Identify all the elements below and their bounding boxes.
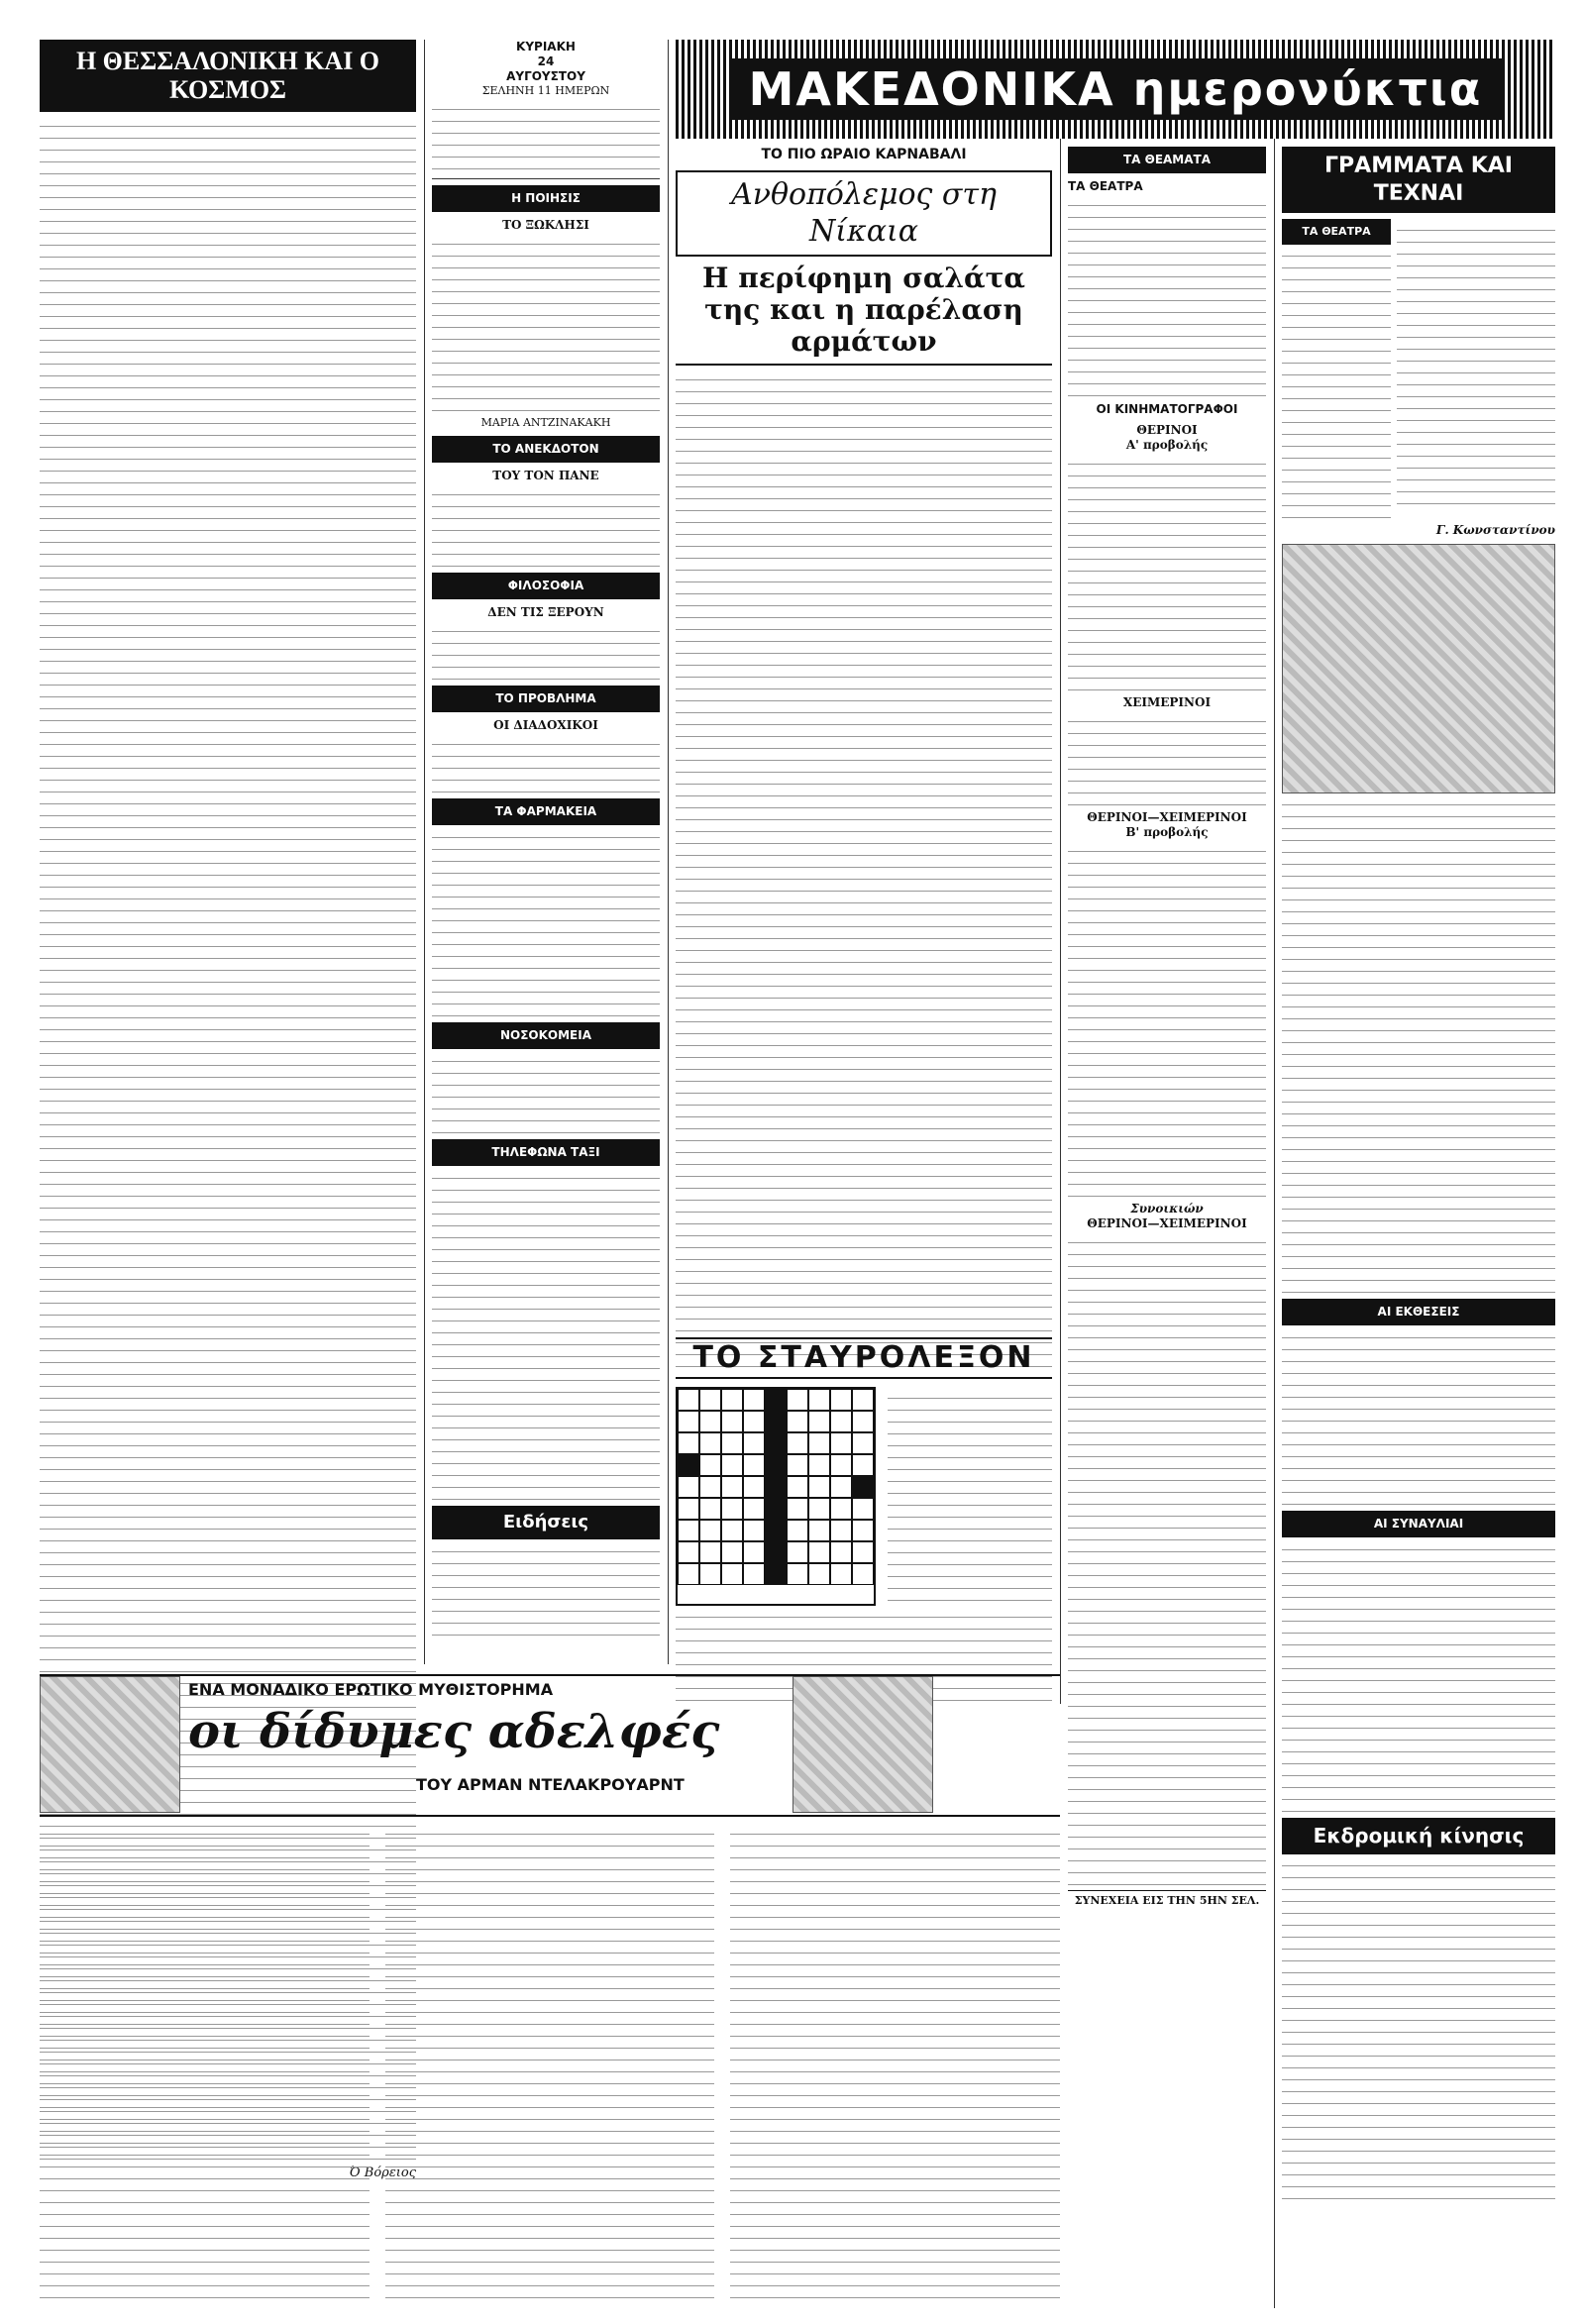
crossword-cell[interactable]	[852, 1563, 874, 1585]
info-column	[432, 40, 660, 1704]
novel-title: οι δίδυμες αδελφές	[188, 1704, 720, 1759]
crossword-cell	[765, 1432, 787, 1454]
second-run-title: Β' προβολής	[1125, 825, 1209, 839]
banner-title: ΜΑΚΕΔΟΝΙΚΑ ημερονύκτια	[729, 58, 1503, 120]
hospitals-title: ΝΟΣΟΚΟΜΕΙΑ	[432, 1022, 660, 1049]
novel-illustration	[40, 1676, 180, 1813]
crossword-cell[interactable]	[678, 1563, 699, 1585]
main-banner	[676, 40, 1555, 139]
crossword-cell[interactable]	[830, 1411, 852, 1432]
masthead-day: ΚΥΡΙΑΚΗ	[516, 40, 576, 53]
column-rule	[668, 40, 669, 1664]
crossword-cell	[765, 1541, 787, 1563]
crossword-cell[interactable]	[808, 1411, 830, 1432]
concerts-title: ΑΙ ΣΥΝΑΥΛΙΑΙ	[1282, 1511, 1555, 1537]
arts-column	[1282, 147, 1555, 2306]
arts-title: ΓΡΑΜΜΑΤΑ ΚΑΙ ΤΕΧΝΑΙ	[1282, 147, 1555, 213]
crossword-cell[interactable]	[699, 1454, 721, 1476]
crossword-cell[interactable]	[678, 1476, 699, 1498]
problem-subtitle: ΟΙ ΔΙΑΔΟΧΙΚΟΙ	[493, 717, 598, 732]
crossword-cell[interactable]	[787, 1411, 808, 1432]
summer-title: ΘΕΡΙΝΟΙ	[1136, 423, 1198, 437]
carnival-headline: Η περίφημη σαλάτα της και η παρέλαση αρμάτων	[676, 263, 1052, 367]
exhibitions-title: ΑΙ ΕΚΘΕΣΕΙΣ	[1282, 1299, 1555, 1325]
crossword-cell[interactable]	[787, 1541, 808, 1563]
crossword-cell	[765, 1389, 787, 1411]
theatres-subtitle: ΤΑ ΘΕΑΤΡΑ	[1068, 179, 1143, 193]
crossword-cell[interactable]	[787, 1498, 808, 1520]
taxi-title: ΤΗΛΕΦΩΝΑ ΤΑΞΙ	[432, 1139, 660, 1166]
crossword-cell[interactable]	[721, 1411, 743, 1432]
cinemas-title: ΟΙ ΚΙΝΗΜΑΤΟΓΡΑΦΟΙ	[1096, 402, 1238, 416]
arts-theatres-title: ΤΑ ΘΕΑΤΡΑ	[1282, 219, 1391, 245]
crossword-cell[interactable]	[787, 1389, 808, 1411]
poetry-title: Η ΠΟΙΗΣΙΣ	[432, 185, 660, 212]
carnival-article	[676, 147, 1052, 1335]
neighborhood-title: Συνοικιών	[1130, 1202, 1204, 1215]
crossword-cell[interactable]	[808, 1563, 830, 1585]
crossword-cell[interactable]	[852, 1432, 874, 1454]
masthead-date: 24	[537, 54, 555, 68]
novel-illustration-right	[792, 1676, 933, 1813]
theatres-title: ΤΑ ΘΕΑΜΑΤΑ	[1068, 147, 1266, 173]
crossword-cell[interactable]	[852, 1541, 874, 1563]
crossword-cell[interactable]	[743, 1476, 765, 1498]
crossword-cell[interactable]	[830, 1432, 852, 1454]
philosophy-subtitle: ΔΕΝ ΤΙΣ ΞΕΡΟΥΝ	[487, 604, 604, 619]
crossword-cell[interactable]	[721, 1432, 743, 1454]
column-rule	[1060, 139, 1061, 1704]
crossword-cell	[678, 1454, 699, 1476]
philosophy-title: ΦΙΛΟΣΟΦΙΑ	[432, 573, 660, 599]
crossword-cell[interactable]	[852, 1389, 874, 1411]
arts-signature: Γ. Κωνσταντίνου	[1435, 522, 1555, 537]
crossword-cell	[765, 1498, 787, 1520]
crossword-cell[interactable]	[721, 1476, 743, 1498]
problem-title: ΤΟ ΠΡΟΒΛΗΜΑ	[432, 686, 660, 712]
crossword-cell[interactable]	[852, 1454, 874, 1476]
crossword-cell[interactable]	[699, 1520, 721, 1541]
crossword-cell[interactable]	[808, 1520, 830, 1541]
crossword-cell[interactable]	[852, 1498, 874, 1520]
crossword-cell[interactable]	[743, 1454, 765, 1476]
crossword-cell[interactable]	[721, 1454, 743, 1476]
crossword-cell	[852, 1476, 874, 1498]
theatres-continues: ΣΥΝΕΧΕΙΑ ΕΙΣ ΤΗΝ 5ΗΝ ΣΕΛ.	[1068, 1890, 1266, 1908]
newspaper-page	[40, 40, 1555, 2308]
crossword-cell[interactable]	[721, 1520, 743, 1541]
crossword-cell[interactable]	[787, 1432, 808, 1454]
crossword-cell[interactable]	[787, 1454, 808, 1476]
crossword-cell[interactable]	[808, 1498, 830, 1520]
crossword-cell[interactable]	[699, 1476, 721, 1498]
novel-kicker: ΕΝΑ ΜΟΝΑΔΙΚΟ ΕΡΩΤΙΚΟ ΜΥΘΙΣΤΟΡΗΜΑ	[188, 1680, 554, 1699]
crossword-cell	[765, 1520, 787, 1541]
crossword-cell[interactable]	[808, 1454, 830, 1476]
crossword-cell[interactable]	[678, 1389, 699, 1411]
crossword-cell[interactable]	[721, 1563, 743, 1585]
anecdote-title: ΤΟ ΑΝΕΚΔΟΤΟΝ	[432, 436, 660, 463]
winter-title: ΧΕΙΜΕΡΙΝΟΙ	[1122, 695, 1212, 709]
crossword-cell[interactable]	[678, 1432, 699, 1454]
crossword-cell[interactable]	[721, 1541, 743, 1563]
pharmacies-title: ΤΑ ΦΑΡΜΑΚΕΙΑ	[432, 798, 660, 825]
crossword-cell[interactable]	[743, 1411, 765, 1432]
headlines-title: Ειδήσεις	[432, 1506, 660, 1540]
carnival-handwritten-title: Ανθοπόλεμος στη Νίκαια	[676, 170, 1052, 257]
crossword-cell[interactable]	[830, 1454, 852, 1476]
crossword-cell[interactable]	[743, 1498, 765, 1520]
crossword-cell	[765, 1454, 787, 1476]
anecdote-subtitle: ΤΟΥ ΤΟΝ ΠΑΝΕ	[492, 468, 599, 482]
poetry-author: ΜΑΡΙΑ ΑΝΤΖΙΝΑΚΑΚΗ	[480, 415, 611, 429]
crossword-cell[interactable]	[699, 1563, 721, 1585]
novel-text	[40, 1823, 1060, 2298]
crossword-cell[interactable]	[787, 1520, 808, 1541]
crossword-cell	[765, 1563, 787, 1585]
crossword-cell[interactable]	[678, 1541, 699, 1563]
crossword-cell[interactable]	[830, 1389, 852, 1411]
crossword-cell[interactable]	[787, 1476, 808, 1498]
crossword-cell	[765, 1476, 787, 1498]
crossword-cell[interactable]	[808, 1432, 830, 1454]
column-rule	[1274, 139, 1275, 2308]
crossword-cell[interactable]	[830, 1541, 852, 1563]
crossword-cell[interactable]	[743, 1389, 765, 1411]
crossword-cell[interactable]	[743, 1520, 765, 1541]
crossword-cell[interactable]	[787, 1563, 808, 1585]
crossword-cell[interactable]	[808, 1541, 830, 1563]
crossword-cell[interactable]	[699, 1541, 721, 1563]
crossword-cell[interactable]	[721, 1498, 743, 1520]
crossword-cell[interactable]	[678, 1411, 699, 1432]
crossword-cell[interactable]	[852, 1411, 874, 1432]
excursion-title: Εκδρομική κίνησις	[1282, 1818, 1555, 1854]
crossword-title: ΤΟ ΣΤΑΥΡΟΛΕΞΟΝ	[676, 1337, 1052, 1379]
carnival-kicker: ΤΟ ΠΙΟ ΩΡΑΙΟ ΚΑΡΝΑΒΑΛΙ	[761, 147, 967, 162]
crossword-cell[interactable]	[699, 1389, 721, 1411]
crossword-cell[interactable]	[852, 1520, 874, 1541]
theatres-column	[1068, 147, 1266, 2227]
crossword-cell[interactable]	[830, 1520, 852, 1541]
crossword-cell[interactable]	[743, 1432, 765, 1454]
crossword-cell[interactable]	[699, 1432, 721, 1454]
crossword-cell[interactable]	[808, 1476, 830, 1498]
arts-photo	[1282, 544, 1555, 793]
crossword-cell[interactable]	[808, 1389, 830, 1411]
winter-summer-title: ΘΕΡΙΝΟΙ—ΧΕΙΜΕΡΙΝΟΙ	[1087, 810, 1247, 824]
crossword-cell[interactable]	[699, 1498, 721, 1520]
column-rule	[424, 40, 425, 1664]
crossword-cell[interactable]	[699, 1411, 721, 1432]
novel-banner	[40, 1674, 1060, 1817]
premiere-title: Α' προβολής	[1125, 438, 1209, 452]
crossword-cell[interactable]	[721, 1389, 743, 1411]
masthead-box	[432, 40, 660, 179]
left-signature: Ό Βόρειος	[349, 2166, 416, 2181]
crossword-cell[interactable]	[743, 1541, 765, 1563]
crossword-cell[interactable]	[678, 1498, 699, 1520]
crossword-cell[interactable]	[830, 1476, 852, 1498]
crossword-cell[interactable]	[678, 1520, 699, 1541]
crossword-cell[interactable]	[830, 1563, 852, 1585]
crossword-cell	[765, 1411, 787, 1432]
novel-author: ΤΟΥ ΑΡΜΑΝ ΝΤΕΛΑΚΡΟΥΑΡΝΤ	[416, 1775, 685, 1794]
crossword-cell[interactable]	[830, 1498, 852, 1520]
poem-body	[432, 238, 660, 411]
crossword-cell[interactable]	[743, 1563, 765, 1585]
masthead-month: ΑΥΓΟΥΣΤΟΥ	[506, 69, 585, 83]
masthead-moon: ΣΕΛΗΝΗ 11 ΗΜΕΡΩΝ	[481, 84, 610, 97]
poetry-subtitle: ΤΟ ΞΩΚΛΗΣΙ	[502, 217, 589, 232]
left-title: Η ΘΕΣΣΑΛΟΝΙΚΗ ΚΑΙ Ο ΚΟΣΜΟΣ	[40, 40, 416, 112]
crossword-grid[interactable]	[676, 1387, 876, 1606]
neighborhood-winter-summer: ΘΕΡΙΝΟΙ—ΧΕΙΜΕΡΙΝΟΙ	[1087, 1216, 1247, 1230]
